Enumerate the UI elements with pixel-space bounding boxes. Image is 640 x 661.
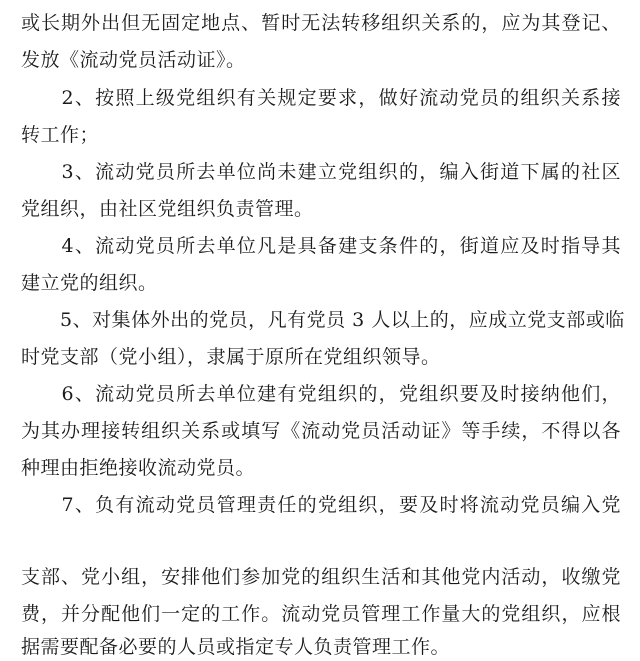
text-line: 3、流动党员所去单位尚未建立党组织的，编入街道下属的社区 — [21, 161, 621, 183]
text-line: 7、负有流动党员管理责任的党组织，要及时将流动党员编入党 — [21, 494, 621, 516]
text-line: 建立党的组织。 — [21, 272, 158, 294]
text-line: 党组织，由社区党组织负责管理。 — [21, 198, 314, 220]
text-line: 时党支部（党小组），隶属于原所在党组织领导。 — [21, 346, 441, 368]
text-line: 支部、党小组，安排他们参加党的组织生活和其他党内活动，收缴党 — [21, 566, 621, 588]
text-line: 费，并分配他们一定的工作。流动党员管理工作量大的党组织，应根 — [21, 603, 621, 625]
text-line: 4、流动党员所去单位凡是具备建支条件的，街道应及时指导其 — [21, 235, 621, 257]
text-line: 2、按照上级党组织有关规定要求，做好流动党员的组织关系接 — [21, 87, 621, 109]
text-line: 种理由拒绝接收流动党员。 — [21, 457, 256, 479]
text-line: 5、对集体外出的党员，凡有党员 3 人以上的，应成立党支部或临 — [21, 309, 625, 331]
text-line: 据需要配备必要的人员或指定专人负责管理工作。 — [21, 636, 451, 658]
text-line: 转工作； — [21, 124, 100, 146]
text-line: 或长期外出但无固定地点、暂时无法转移组织关系的，应为其登记、 — [21, 12, 621, 34]
text-line: 为其办理接转组织关系或填写《流动党员活动证》等手续，不得以各 — [21, 420, 621, 442]
text-line: 发放《流动党员活动证》。 — [21, 49, 246, 71]
text-line: 6、流动党员所去单位建有党组织的，党组织要及时接纳他们， — [21, 383, 621, 405]
